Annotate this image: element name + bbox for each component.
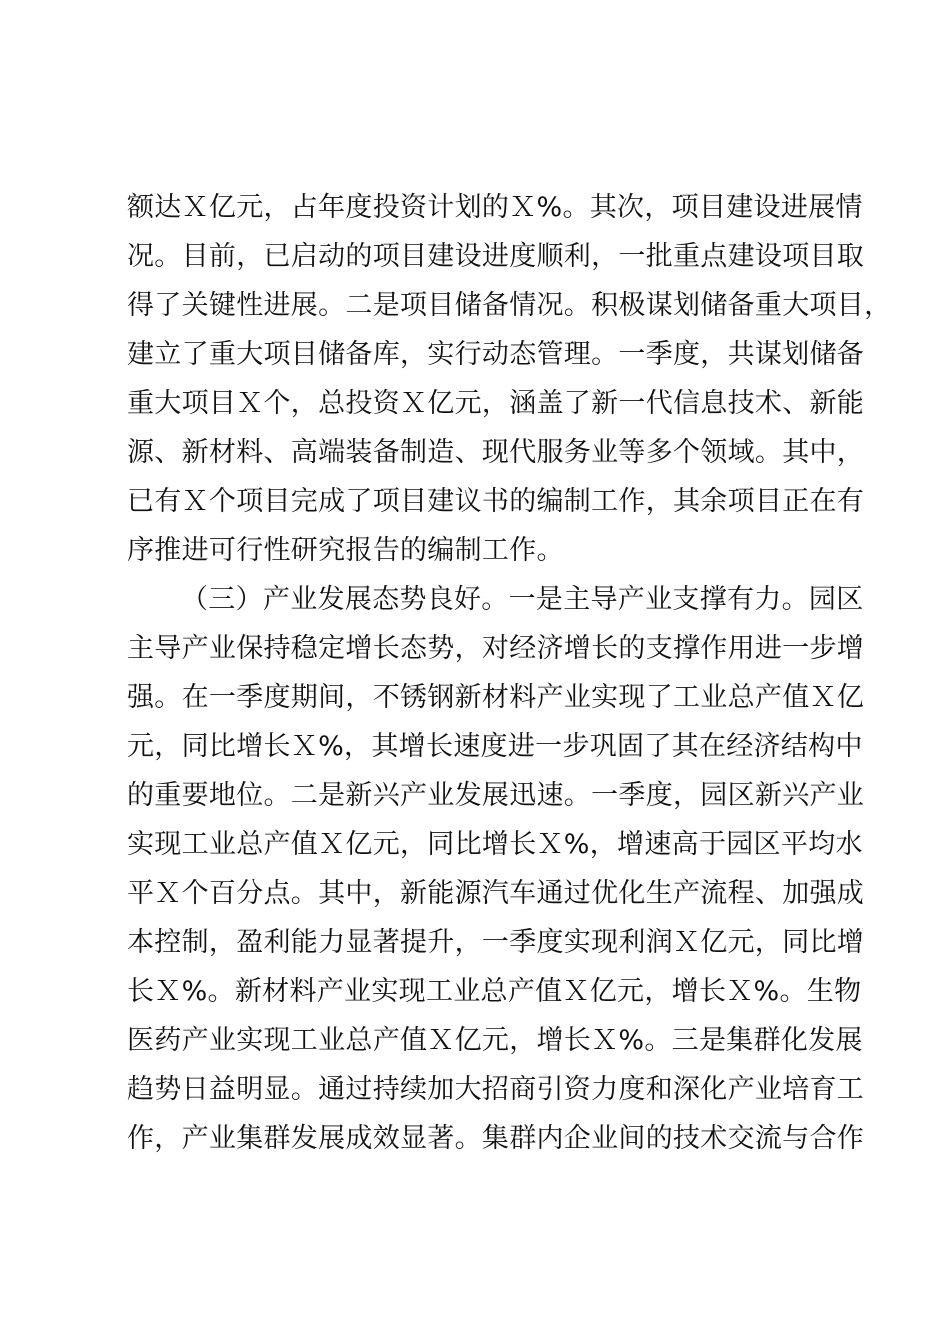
- text-line: 长Ｘ%。新材料产业实现工业总产值Ｘ亿元，增长Ｘ%。生物: [127, 976, 862, 1007]
- text-line: 强。在一季度期间，不锈钢新材料产业实现了工业总产值Ｘ亿: [127, 682, 865, 713]
- text-line: 已有Ｘ个项目完成了项目建议书的编制工作，其余项目正在有: [127, 486, 865, 517]
- text-line: 况。目前，已启动的项目建设进度顺利，一批重点建设项目取: [127, 241, 865, 272]
- text-line: 的重要地位。二是新兴产业发展迅速。一季度，园区新兴产业: [127, 780, 865, 811]
- text-line: 作，产业集群发展成效显著。集群内企业间的技术交流与合作: [127, 1123, 865, 1154]
- text-line: 额达Ｘ亿元，占年度投资计划的Ｘ%。其次，项目建设进展情: [127, 192, 863, 223]
- text-line: 本控制，盈利能力显著提升，一季度实现利润Ｘ亿元，同比增: [127, 927, 865, 958]
- text-line: 实现工业总产值Ｘ亿元，同比增长Ｘ%，增速高于园区平均水: [127, 829, 863, 860]
- text-line: 源、新材料、高端装备制造、现代服务业等多个领域。其中，: [127, 437, 865, 468]
- text-line: 医药产业实现工业总产值Ｘ亿元，增长Ｘ%。三是集群化发展: [127, 1025, 863, 1056]
- text-line: 主导产业保持稳定增长态势，对经济增长的支撑作用进一步增: [127, 633, 865, 664]
- section-heading-line: （三）产业发展态势良好。一是主导产业支撑有力。园区: [181, 584, 864, 615]
- text-line: 重大项目Ｘ个，总投资Ｘ亿元，涵盖了新一代信息技术、新能: [127, 388, 865, 419]
- text-line: 元，同比增长Ｘ%，其增长速度进一步巩固了其在经济结构中: [127, 731, 863, 762]
- text-line: 平Ｘ个百分点。其中，新能源汽车通过优化生产流程、加强成: [127, 878, 865, 909]
- text-line: 建立了重大项目储备库，实行动态管理。一季度，共谋划储备: [127, 339, 865, 370]
- text-line: 序推进可行性研究报告的编制工作。: [127, 535, 564, 566]
- text-line: 得了关键性进展。二是项目储备情况。积极谋划储备重大项目，: [127, 290, 892, 321]
- text-line: 趋势日益明显。通过持续加大招商引资力度和深化产业培育工: [127, 1074, 865, 1105]
